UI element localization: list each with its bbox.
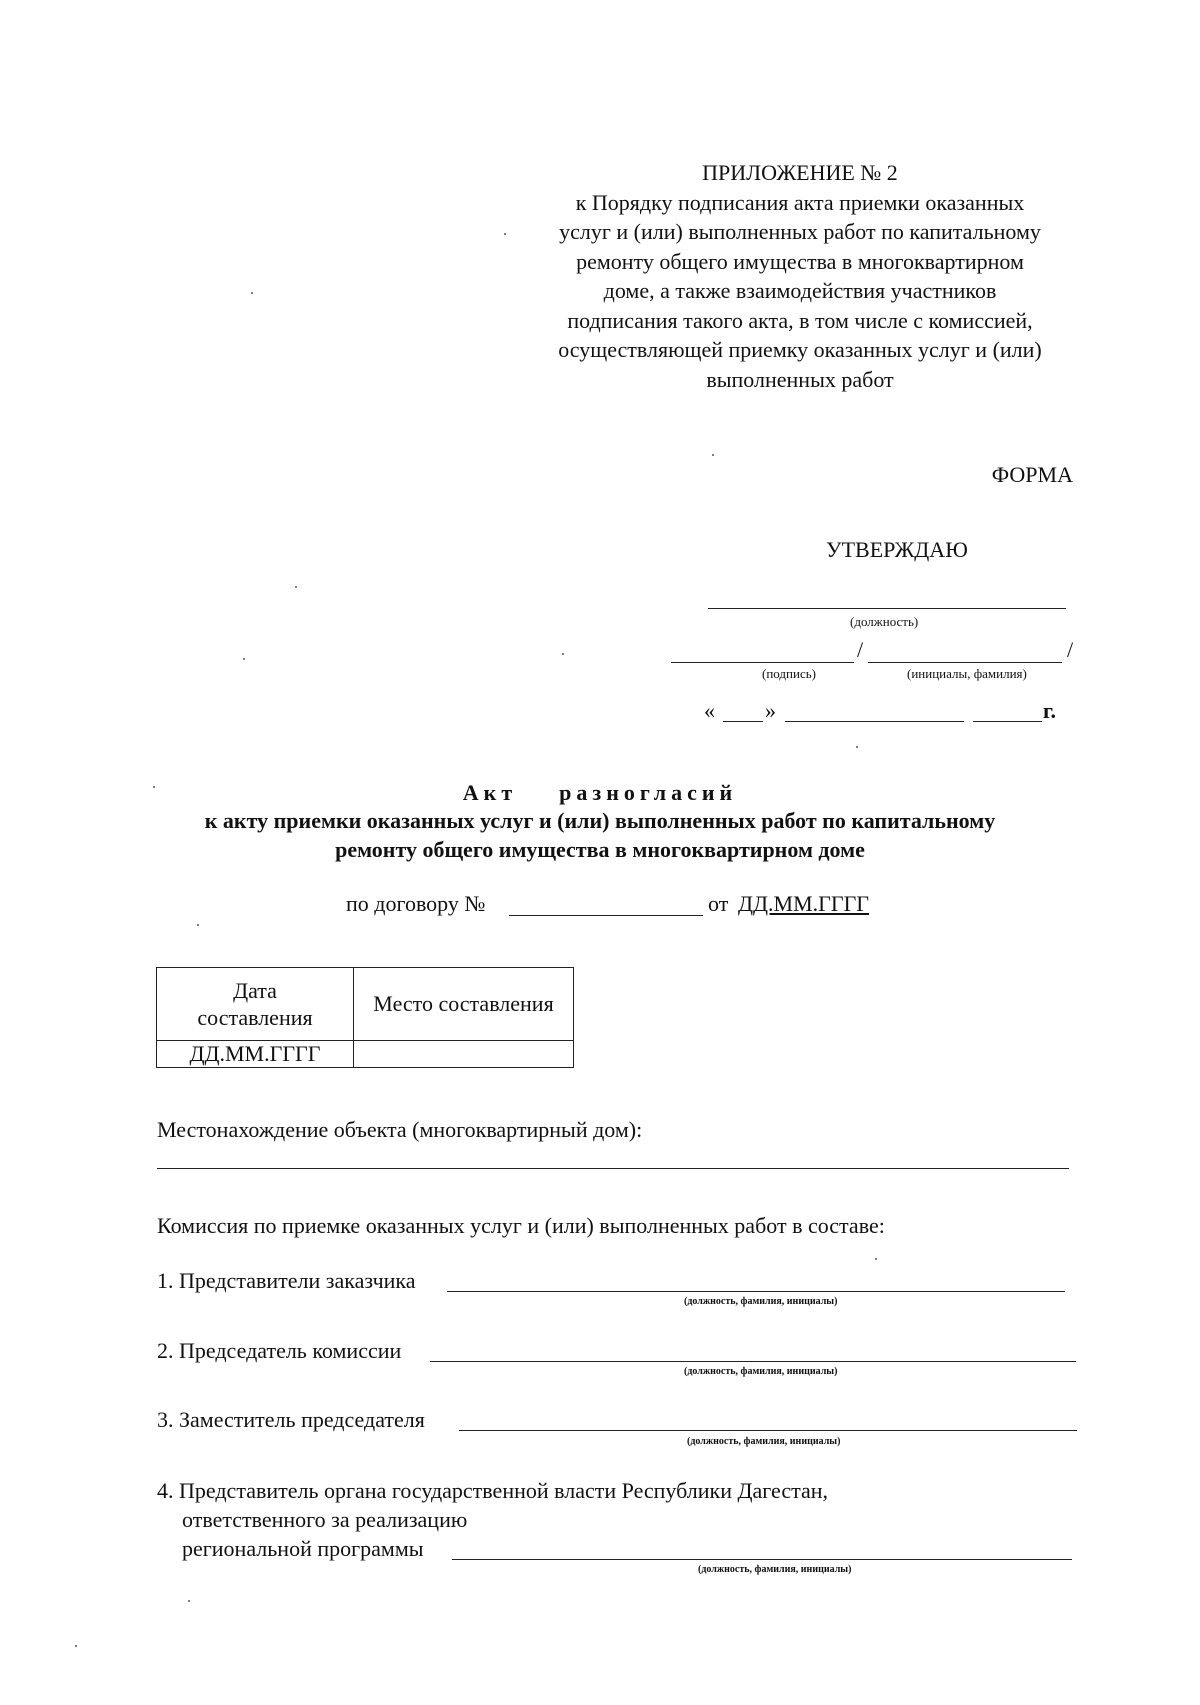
quote-open: « xyxy=(704,698,715,723)
scan-speck xyxy=(504,233,506,235)
member-customer-label: 1. Представители заказчика xyxy=(157,1268,416,1293)
signature-line[interactable] xyxy=(671,662,854,663)
commission-label: Комиссия по приемке оказанных услуг и (или) выполненных работ в составе: xyxy=(157,1213,885,1238)
scan-speck xyxy=(875,1258,877,1260)
form-label: ФОРМА xyxy=(991,462,1073,487)
slash-separator: / xyxy=(857,637,864,662)
name-hint: (инициалы, фамилия) xyxy=(907,666,1027,681)
scan-speck xyxy=(153,786,155,788)
appendix-line: услуг и (или) выполненных работ по капитальному xyxy=(559,219,1041,244)
contract-from: от xyxy=(708,891,729,916)
scan-speck xyxy=(251,292,253,294)
place-header-cell: Место составления xyxy=(354,968,574,1041)
meta-table xyxy=(156,967,574,1068)
scan-speck xyxy=(562,653,564,655)
place-value-cell[interactable] xyxy=(354,1041,574,1068)
contract-date: ДД.ММ.ГГГГ xyxy=(738,891,870,916)
member-hint: (должность, фамилия, инициалы) xyxy=(687,1436,841,1447)
scan-speck xyxy=(712,454,714,456)
member-deputy-label: 3. Заместитель председателя xyxy=(157,1407,425,1432)
day-line[interactable] xyxy=(723,721,763,722)
appendix-line: ремонту общего имущества в многоквартирном xyxy=(576,248,1024,274)
member-authority-label: региональной программы xyxy=(182,1536,424,1561)
location-line[interactable] xyxy=(157,1168,1069,1169)
member-customer-line[interactable] xyxy=(447,1291,1065,1292)
act-subtitle: ремонту общего имущества в многоквартирном доме xyxy=(335,837,865,862)
appendix-line: выполненных работ xyxy=(706,366,894,392)
location-label: Местонахождение объекта (многоквартирный дом): xyxy=(157,1117,643,1142)
signature-hint: (подпись) xyxy=(762,666,816,681)
member-hint: (должность, фамилия, инициалы) xyxy=(684,1366,838,1377)
scan-speck xyxy=(243,658,245,660)
date-header-cell xyxy=(157,968,354,1041)
member-authority-label: ответственного за реализацию xyxy=(182,1507,468,1532)
position-line[interactable] xyxy=(708,608,1066,609)
contract-number-line[interactable] xyxy=(509,915,703,916)
member-chairman-line[interactable] xyxy=(430,1361,1076,1362)
quote-close: » xyxy=(765,698,776,723)
scan-speck xyxy=(197,924,199,926)
appendix-line: подписания такого акта, в том числе с комиссией, xyxy=(567,307,1033,333)
approve-label: УТВЕРЖДАЮ xyxy=(826,537,968,562)
name-line[interactable] xyxy=(868,662,1062,663)
scan-speck xyxy=(188,1600,190,1602)
appendix-block xyxy=(520,158,1080,394)
member-hint: (должность, фамилия, инициалы) xyxy=(698,1564,852,1575)
appendix-line: к Порядку подписания акта приемки оказанных xyxy=(575,189,1025,215)
position-hint: (должность) xyxy=(850,614,919,629)
date-value-cell[interactable]: ДД.ММ.ГГГГ xyxy=(157,1041,354,1068)
year-suffix: г. xyxy=(1043,698,1057,723)
contract-prefix: по договору № xyxy=(346,891,486,916)
scan-speck xyxy=(856,746,858,748)
month-line[interactable] xyxy=(785,721,964,722)
member-authority-label: 4. Представитель органа государственной власти Республики Дагестан, xyxy=(157,1478,828,1503)
appendix-line: осуществляющей приемку оказанных услуг и (или) xyxy=(558,337,1042,362)
scan-speck xyxy=(75,1645,77,1647)
date-header-line: Дата xyxy=(233,978,277,1003)
member-chairman-label: 2. Председатель комиссии xyxy=(157,1338,402,1363)
scan-speck xyxy=(295,586,297,588)
member-authority-line[interactable] xyxy=(452,1559,1072,1560)
year-line[interactable] xyxy=(973,721,1042,722)
date-header-line: составления xyxy=(197,1005,313,1030)
member-hint: (должность, фамилия, инициалы) xyxy=(684,1296,838,1307)
act-title: Акт разногласий xyxy=(462,780,738,805)
member-deputy-line[interactable] xyxy=(459,1430,1077,1431)
act-subtitle: к акту приемки оказанных услуг и (или) выполненных работ по капитальному xyxy=(204,808,996,833)
slash-separator: / xyxy=(1067,637,1074,662)
appendix-line: доме, а также взаимодействия участников xyxy=(603,278,997,303)
appendix-heading: ПРИЛОЖЕНИЕ № 2 xyxy=(702,160,898,185)
